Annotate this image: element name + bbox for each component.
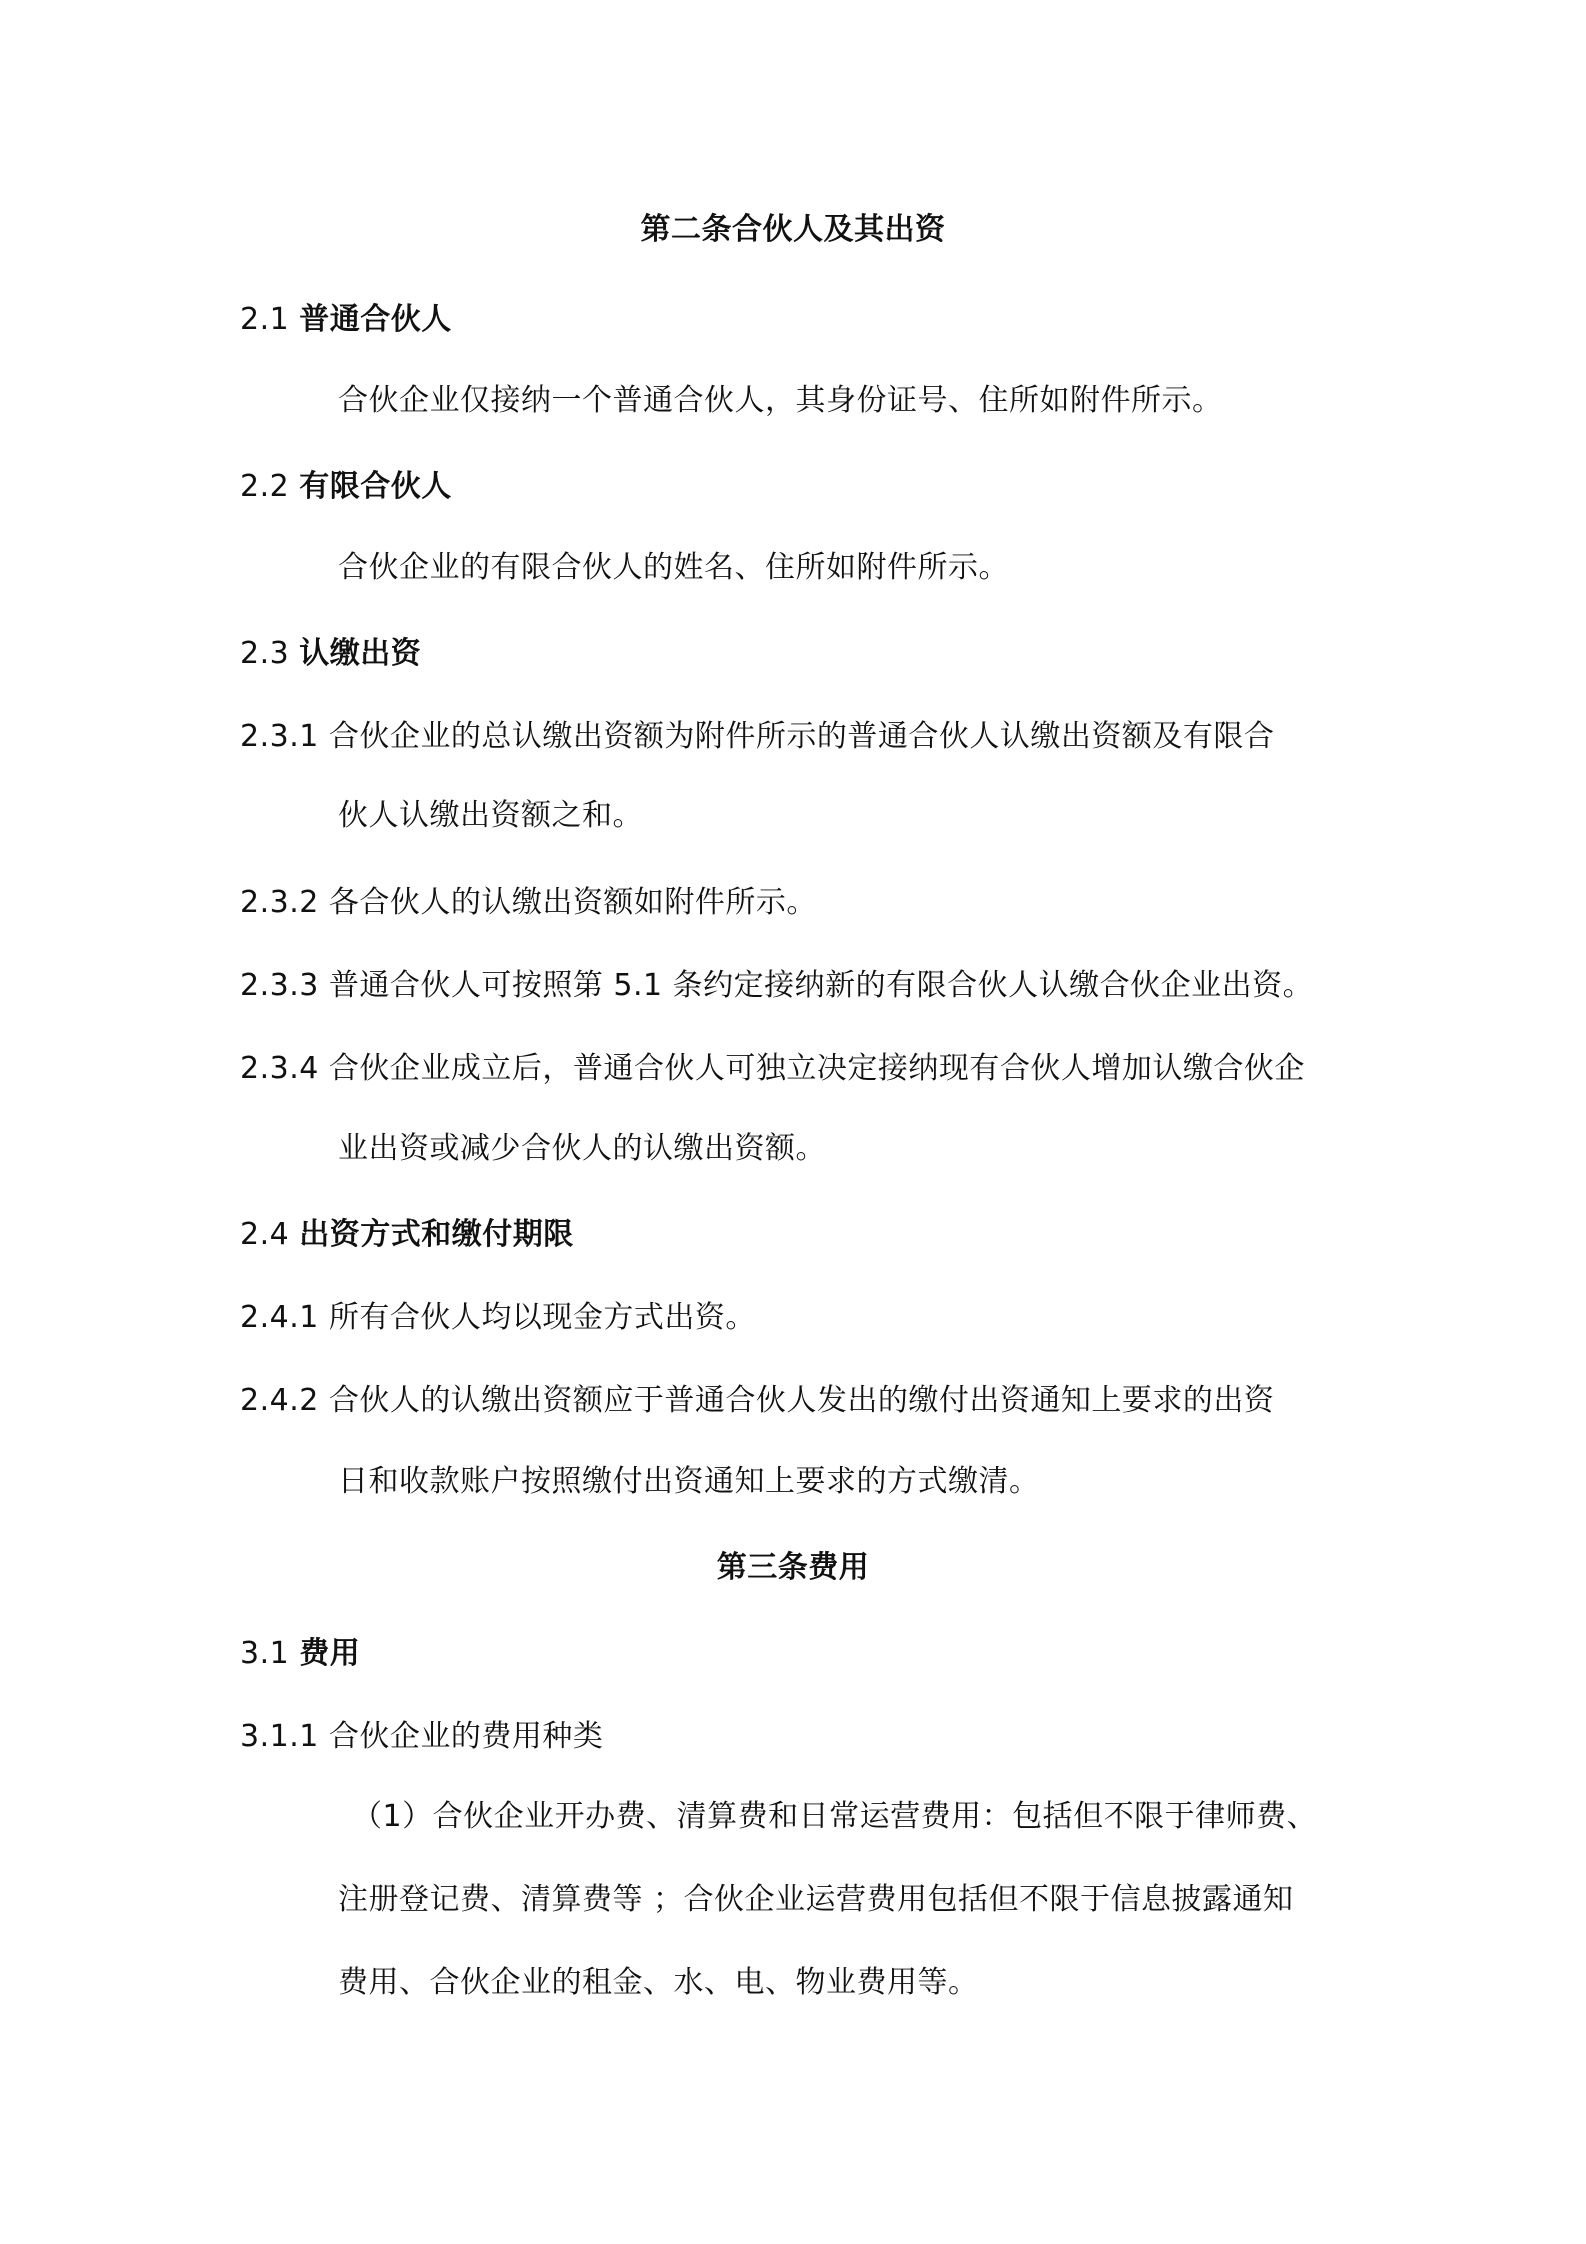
clause-text: 合伙企业成立后，普通合伙人可独立决定接纳现有合伙人增加认缴合伙企: [328, 1051, 1305, 1086]
paragraph-1-line-1: （1）合伙企业开办费、清算费和日常运营费用：包括但不限于律师费、: [352, 1799, 1318, 1834]
section-2-1-body: 合伙企业仅接纳一个普通合伙人，其身份证号、住所如附件所示。: [338, 383, 1223, 418]
clause-text: 合伙企业的总认缴出资额为附件所示的普通合伙人认缴出资额及有限合: [328, 719, 1275, 754]
clause-2-3-4-continuation: 业出资或减少合伙人的认缴出资额。: [338, 1131, 826, 1166]
clause-number: 2.3.2: [240, 885, 319, 920]
clause-2-3-2: [240, 883, 817, 923]
section-number: 2.2: [240, 469, 290, 504]
clause-2-3-1: [240, 717, 1274, 757]
section-title: 费用: [299, 1636, 361, 1671]
section-3-1-heading: [240, 1634, 360, 1674]
clause-number: 3.1.1: [240, 1719, 319, 1754]
clause-text: 所有合伙人均以现金方式出资。: [328, 1300, 756, 1335]
clause-2-3-3: [240, 966, 1313, 1006]
section-number: 2.4: [240, 1217, 290, 1252]
clause-number: 2.3.1: [240, 719, 319, 754]
section-2-3-heading: [240, 634, 421, 674]
article-3-title: 第三条费用: [716, 1550, 870, 1585]
clause-text: 各合伙人的认缴出资额如附件所示。: [328, 885, 817, 920]
section-title: 出资方式和缴付期限: [299, 1217, 574, 1252]
clause-text: 普通合伙人可按照第 5.1 条约定接纳新的有限合伙人认缴合伙企业出资。: [328, 968, 1314, 1003]
paragraph-1-line-2: 注册登记费、清算费等 ；合伙企业运营费用包括但不限于信息披露通知: [338, 1882, 1294, 1917]
section-title: 有限合伙人: [299, 469, 452, 504]
clause-text: 合伙企业的费用种类: [328, 1719, 604, 1754]
clause-3-1-1: [240, 1717, 603, 1757]
section-2-1-heading: [240, 300, 452, 340]
section-number: 2.1: [240, 302, 290, 337]
clause-2-4-2-continuation: 日和收款账户按照缴付出资通知上要求的方式缴清。: [338, 1464, 1040, 1499]
clause-number: 2.4.1: [240, 1300, 319, 1335]
section-title: 认缴出资: [299, 636, 422, 671]
section-number: 2.3: [240, 636, 290, 671]
section-number: 3.1: [240, 1636, 290, 1671]
clause-2-3-4: [240, 1049, 1305, 1089]
paragraph-1-line-3: 费用、合伙企业的租金、水、电、物业费用等。: [338, 1965, 979, 2000]
clause-2-3-1-continuation: 伙人认缴出资额之和。: [338, 798, 643, 833]
section-2-2-heading: [240, 467, 452, 507]
section-2-4-heading: [240, 1215, 574, 1255]
section-2-2-body: 合伙企业的有限合伙人的姓名、住所如附件所示。: [338, 550, 1009, 585]
clause-2-4-2: [240, 1381, 1274, 1421]
section-title: 普通合伙人: [299, 302, 452, 337]
clause-text: 合伙人的认缴出资额应于普通合伙人发出的缴付出资通知上要求的出资: [328, 1383, 1275, 1418]
clause-2-4-1: [240, 1298, 756, 1338]
article-2-title: 第二条合伙人及其出资: [640, 212, 946, 247]
clause-number: 2.3.4: [240, 1051, 319, 1086]
clause-number: 2.3.3: [240, 968, 319, 1003]
clause-number: 2.4.2: [240, 1383, 319, 1418]
